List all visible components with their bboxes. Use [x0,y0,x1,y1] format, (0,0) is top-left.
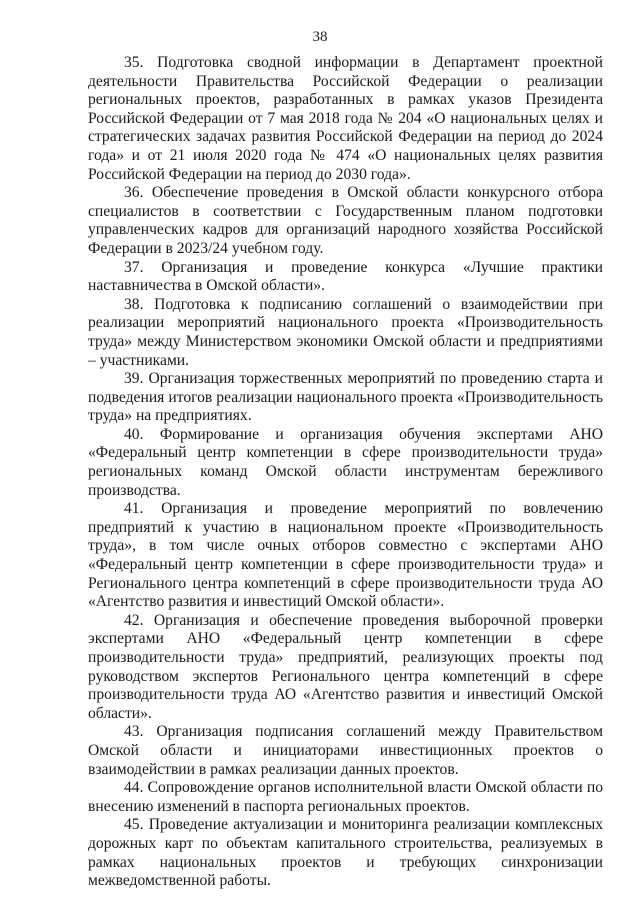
paragraph-43: 43. Организация подписания соглашений между Правительством Омской области и инициаторами инвестиционных проектов о взаимодействии в рамках реализации данных проектов. [88,723,603,778]
paragraph-44: 44. Сопровождение органов исполнительной власти Омской области по внесению изменений в паспорта региональных проектов. [88,779,603,815]
paragraph-45: 45. Проведение актуализации и мониторинга реализации комплексных дорожных карт по объектам капитального строительства, реализуемых в рамках национальных проектов и требующих синхронизации межведомственной работы. [88,816,603,890]
paragraph-35: 35. Подготовка сводной информации в Департамент проектной деятельности Правительства Российской Федерации о реализации региональных проектов, разработанных в рамках указов Президента Российской Федерации от 7 мая 2018 года № 204 «О национальных целях и стратегических задачах развития Российской Федерации на период до 2024 года» и от 21 июля 2020 года № 474 «О национальных целях развития Российской Федерации на период до 2030 года». [88,54,603,183]
paragraph-38: 38. Подготовка к подписанию соглашений о взаимодействии при реализации мероприятий национального проекта «Производительность труда» между Министерством экономики Омской области и предприятиями – участниками. [88,295,603,369]
page-number: 38 [312,29,328,45]
paragraph-40: 40. Формирование и организация обучения экспертами АНО «Федеральный центр компетенции в сфере производительности труда» региональных команд Омской области инструментам бережливого производства. [88,425,603,499]
paragraph-39: 39. Организация торжественных мероприятий по проведению старта и подведения итогов реализации национального проекта «Производительность труда» на предприятиях. [88,370,603,425]
paragraph-42: 42. Организация и обеспечение проведения выборочной проверки экспертами АНО «Федеральный центр компетенции в сфере производительности труда» предприятий, реализующих проекты под руководством экспертов Регионального центра компетенций в сфере производительности труда АО «Агентство развития и инвестиций Омской области». [88,611,603,722]
paragraph-36: 36. Обеспечение проведения в Омской области конкурсного отбора специалистов в соответствии с Государственным планом подготовки управленческих кадров для организаций народного хозяйства Российской Федерации в 2023/24 учебном году. [88,184,603,257]
document-body [88,54,603,891]
paragraph-37: 37. Организация и проведение конкурса «Лучшие практики наставничества в Омской области». [88,258,603,295]
paragraph-41: 41. Организация и проведение мероприятий по вовлечению предприятий к участию в национальном проекте «Производительность труда», в том числе очных отборов совместно с экспертами АНО «Федеральный центр компетенции в сфере производительности труда» и Регионального центра компетенций в сфере производительности труда АО «Агентство развития и инвестиций Омской области». [88,500,603,611]
